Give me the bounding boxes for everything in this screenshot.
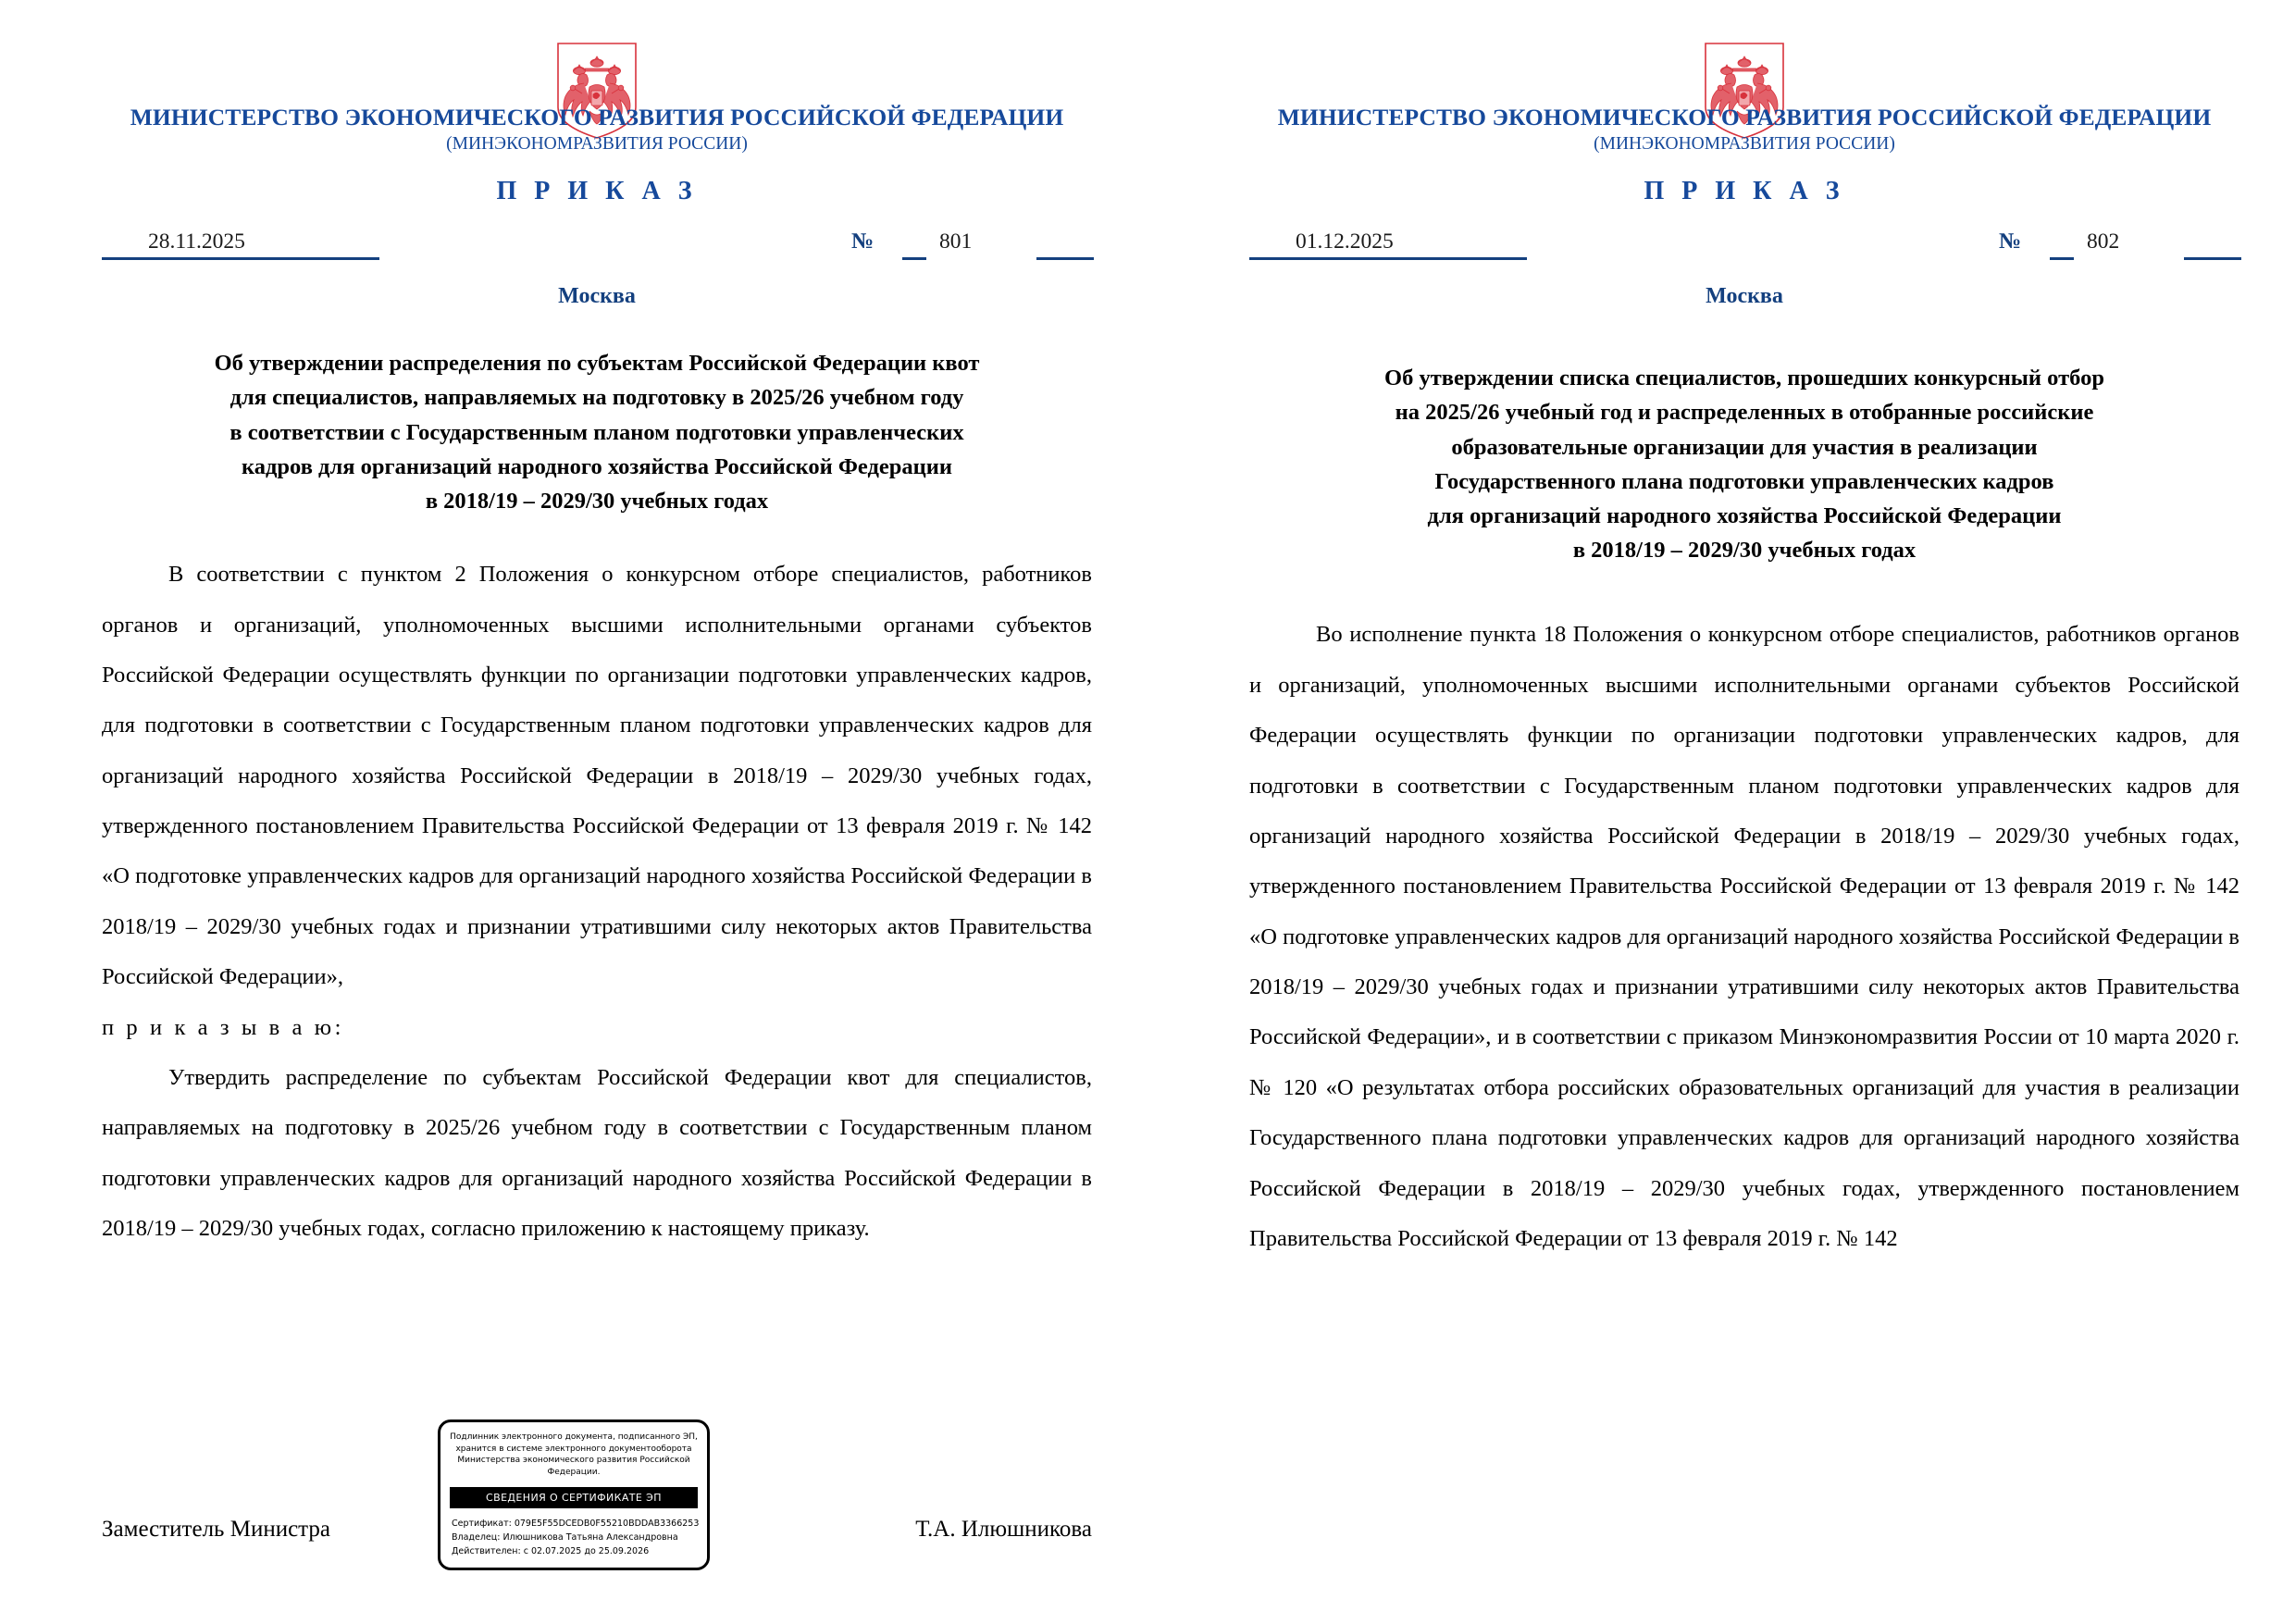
city: Москва	[1706, 284, 1783, 309]
date-rule	[1249, 257, 1527, 260]
document-number: 801	[939, 229, 973, 254]
ministry-short-name: (МИНЭКОНОМРАЗВИТИЯ РОССИИ)	[1594, 134, 1895, 155]
title-line: в соответствии с Государственным планом подготовки управленческих	[230, 419, 964, 445]
document-date: 28.11.2025	[148, 229, 245, 254]
signatory-position: Заместитель Министра	[102, 1517, 330, 1542]
registration-row	[102, 221, 1092, 275]
registration-row	[1249, 221, 2239, 275]
es-owner-label: Владелец:	[452, 1532, 501, 1543]
number-label: №	[1999, 229, 2022, 254]
es-description-line: хранится в системе электронного документооборота	[455, 1444, 692, 1454]
title-line: в 2018/19 – 2029/30 учебных годах	[425, 488, 769, 514]
es-valid-value: с 02.07.2025 до 25.09.2026	[523, 1546, 650, 1556]
es-valid-label: Действителен:	[452, 1546, 521, 1556]
signatory-name: Т.А. Илюшникова	[915, 1517, 1092, 1542]
body-paragraph-2: Утвердить распределение по субъектам Российской Федерации квот для специалистов, направляемых на подготовку в 2025/26 учебном году в соответствии с Государственным планом подготовки управленческих кадров для организаций народного хозяйства Российской Федерации в 2018/19 – 2029/30 учебных годах, согласно приложению к настоящему приказу.	[102, 1064, 1092, 1242]
ministry-name: МИНИСТЕРСТВО ЭКОНОМИЧЕСКОГО РАЗВИТИЯ РОССИЙСКОЙ ФЕДЕРАЦИИ	[1277, 104, 2212, 130]
emblem-container	[102, 0, 1092, 104]
order-verb: п р и к а з ы в а ю:	[102, 1014, 345, 1040]
document-page-right	[1148, 0, 2295, 1624]
number-rule-left	[902, 257, 926, 260]
title-line: Об утверждении распределения по субъектам Российской Федерации квот	[214, 351, 980, 377]
emblem-container	[1249, 0, 2239, 104]
number-rule-right	[2184, 257, 2241, 260]
electronic-signature-stamp	[438, 1419, 710, 1570]
document-number: 802	[2087, 229, 2120, 254]
ministry-header	[1249, 104, 2239, 206]
es-certificate-value: 079E5F55DCEDB0F55210BDDAB3366253	[514, 1519, 700, 1529]
es-owner-row	[452, 1531, 698, 1544]
title-line: кадров для организаций народного хозяйства Российской Федерации	[242, 453, 952, 479]
document-kind: П Р И К А З	[1644, 177, 1845, 206]
date-rule	[102, 257, 379, 260]
es-description	[450, 1432, 698, 1479]
title-line: для организаций народного хозяйства Российской Федерации	[1427, 502, 2062, 528]
number-label: №	[851, 229, 875, 254]
number-rule-right	[1036, 257, 1094, 260]
es-valid-row	[452, 1544, 698, 1558]
city: Москва	[558, 284, 636, 309]
title-line: в 2018/19 – 2029/30 учебных годах	[1572, 538, 1917, 564]
document-body	[1249, 610, 2239, 1264]
es-description-line: Подлинник электронного документа, подписанного ЭП,	[450, 1432, 698, 1442]
ministry-name: МИНИСТЕРСТВО ЭКОНОМИЧЕСКОГО РАЗВИТИЯ РОССИЙСКОЙ ФЕДЕРАЦИИ	[130, 104, 1064, 130]
title-line: образовательные организации для участия в реализации	[1451, 434, 2038, 460]
es-owner-value: Илюшникова Татьяна Александровна	[502, 1532, 678, 1543]
document-kind: П Р И К А З	[496, 177, 698, 206]
title-line: на 2025/26 учебный год и распределенных в отобранные российские	[1395, 400, 2094, 426]
body-paragraph-1: Во исполнение пункта 18 Положения о конкурсном отборе специалистов, работников органов и организаций, уполномоченных высшими исполнительными органами субъектов Российской Федерации осуществлять функции по организации подготовки управленческих кадров, для подготовки в соответствии с Государственным планом подготовки управленческих кадров для организаций народного хозяйства Российской Федерации в 2018/19 – 2029/30 учебных годах, утвержденного постановлением Правительства Российской Федерации от 13 февраля 2019 г. № 142 «О подготовке управленческих кадров для организаций народного хозяйства Российской Федерации в 2018/19 – 2029/30 учебных годах и признании утратившими силу некоторых актов Правительства Российской Федерации», и в соответствии с приказом Минэкономразвития России от 10 марта 2020 г. № 120 «О результатах отбора российских образовательных организаций для участия в реализации Государственного плана подготовки управленческих кадров для организаций народного хозяйства Российской Федерации в 2018/19 – 2029/30 учебных годах, утвержденного постановлением Правительства Российской Федерации от 13 февраля 2019 г. № 142	[1249, 622, 2239, 1251]
es-banner: СВЕДЕНИЯ О СЕРТИФИКАТЕ ЭП	[450, 1487, 698, 1508]
title-line: для специалистов, направляемых на подготовку в 2025/26 учебном году	[230, 385, 964, 411]
title-line: Государственного плана подготовки управленческих кадров	[1434, 468, 2054, 494]
number-rule-left	[2050, 257, 2074, 260]
ministry-header	[102, 104, 1092, 206]
es-certificate-label: Сертификат:	[452, 1519, 512, 1529]
body-paragraph-1: В соответствии с пунктом 2 Положения о конкурсном отборе специалистов, работников органов и организаций, уполномоченных высшими исполнительными органами субъектов Российской Федерации осуществлять функции по организации подготовки управленческих кадров, для подготовки в соответствии с Государственным планом подготовки управленческих кадров для организаций народного хозяйства Российской Федерации в 2018/19 – 2029/30 учебных годах, утвержденного постановлением Правительства Российской Федерации от 13 февраля 2019 г. № 142 «О подготовке управленческих кадров для организаций народного хозяйства Российской Федерации в 2018/19 – 2029/30 учебных годах и признании утратившими силу некоторых актов Правительства Российской Федерации»,	[102, 562, 1092, 990]
es-certificate-fields	[450, 1517, 698, 1558]
title-line: Об утверждении списка специалистов, прошедших конкурсный отбор	[1384, 366, 2104, 391]
document-title	[102, 346, 1092, 518]
document-body	[102, 550, 1092, 1254]
es-certificate-row	[452, 1517, 698, 1531]
es-description-line: Министерства экономического развития Российской Федерации.	[457, 1456, 690, 1478]
document-date: 01.12.2025	[1296, 229, 1394, 254]
document-title	[1249, 361, 2239, 567]
ministry-short-name: (МИНЭКОНОМРАЗВИТИЯ РОССИИ)	[446, 134, 748, 155]
